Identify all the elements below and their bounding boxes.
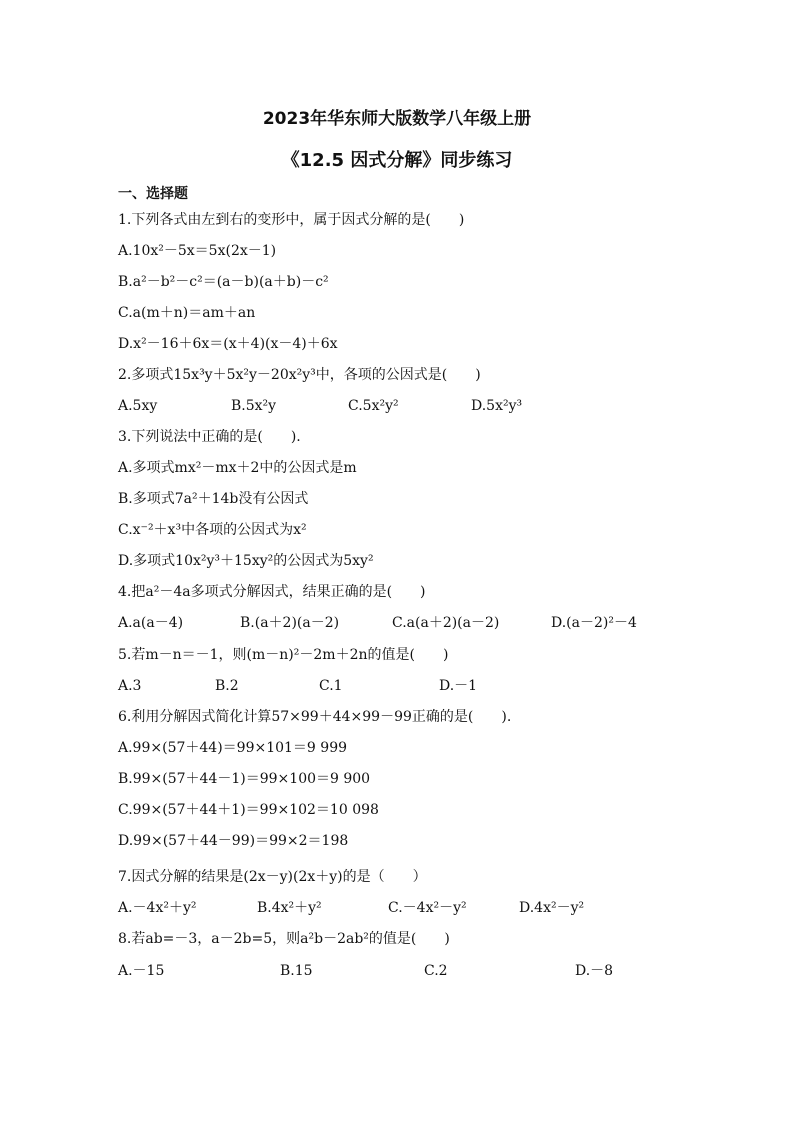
question-2-stem: 2.多项式15x³y＋5x²y－20x²y³中，各项的公因式是( ) bbox=[118, 367, 481, 383]
question-7-option-a: A.－4x²＋y² bbox=[118, 900, 197, 916]
question-8-option-a: A.－15 bbox=[118, 963, 165, 979]
question-2-option-b: B.5x²y bbox=[231, 398, 277, 414]
question-6-option-d: D.99×(57＋44－99)＝99×2＝198 bbox=[118, 833, 349, 849]
question-7-option-d: D.4x²－y² bbox=[519, 900, 585, 916]
question-1-option-a: A.10x²－5x＝5x(2x－1) bbox=[118, 243, 277, 259]
question-8-option-b: B.15 bbox=[280, 963, 313, 979]
question-3-stem: 3.下列说法中正确的是( ). bbox=[118, 429, 301, 445]
question-1-option-b: B.a²－b²－c²＝(a－b)(a＋b)－c² bbox=[118, 274, 329, 290]
question-6-option-c: C.99×(57＋44＋1)＝99×102＝10 098 bbox=[118, 802, 379, 818]
question-5-option-a: A.3 bbox=[118, 678, 142, 694]
question-3-option-b: B.多项式7a²＋14b没有公因式 bbox=[118, 491, 309, 507]
document-title: 2023年华东师大版数学八年级上册 bbox=[262, 109, 532, 129]
question-7-stem: 7.因式分解的结果是(2x－y)(2x＋y)的是（ ） bbox=[118, 869, 427, 885]
question-5-stem: 5.若m－n＝－1，则(m－n)²－2m＋2n的值是( ) bbox=[118, 647, 449, 663]
question-4-option-c: C.a(a＋2)(a－2) bbox=[392, 615, 500, 631]
question-4-option-b: B.(a＋2)(a－2) bbox=[240, 615, 340, 631]
question-5-option-b: B.2 bbox=[215, 678, 239, 694]
question-8-option-c: C.2 bbox=[424, 963, 448, 979]
question-3-option-a: A.多项式mx²－mx＋2中的公因式是m bbox=[118, 460, 357, 476]
question-1-stem: 1.下列各式由左到右的变形中，属于因式分解的是( ) bbox=[118, 212, 465, 228]
question-2-option-d: D.5x²y³ bbox=[471, 398, 523, 414]
question-4-option-a: A.a(a－4) bbox=[118, 615, 184, 631]
question-6-option-b: B.99×(57＋44－1)＝99×100＝9 900 bbox=[118, 771, 371, 787]
question-2-option-c: C.5x²y² bbox=[348, 398, 399, 414]
question-5-option-c: C.1 bbox=[319, 678, 343, 694]
question-6-stem: 6.利用分解因式简化计算57×99＋44×99－99正确的是( ). bbox=[118, 709, 512, 725]
question-7-option-c: C.－4x²－y² bbox=[388, 900, 467, 916]
question-4-stem: 4.把a²－4a多项式分解因式，结果正确的是( ) bbox=[118, 584, 426, 600]
question-8-stem: 8.若ab=－3，a－2b=5，则a²b－2ab²的值是( ) bbox=[118, 931, 450, 947]
question-6-option-a: A.99×(57＋44)＝99×101＝9 999 bbox=[118, 740, 348, 756]
question-3-option-d: D.多项式10x²y³＋15xy²的公因式为5xy² bbox=[118, 553, 374, 569]
question-1-option-c: C.a(m＋n)＝am＋an bbox=[118, 305, 256, 321]
question-2-option-a: A.5xy bbox=[118, 398, 158, 414]
question-4-option-d: D.(a－2)²－4 bbox=[551, 615, 637, 631]
question-8-option-d: D.－8 bbox=[575, 963, 614, 979]
question-7-option-b: B.4x²＋y² bbox=[257, 900, 322, 916]
document-subtitle: 《12.5 因式分解》同步练习 bbox=[281, 150, 513, 171]
section-heading: 一、选择题 bbox=[118, 186, 188, 202]
question-3-option-c: C.x⁻²＋x³中各项的公因式为x² bbox=[118, 522, 307, 538]
question-5-option-d: D.－1 bbox=[439, 678, 478, 694]
question-1-option-d: D.x²－16＋6x＝(x＋4)(x－4)＋6x bbox=[118, 336, 338, 352]
